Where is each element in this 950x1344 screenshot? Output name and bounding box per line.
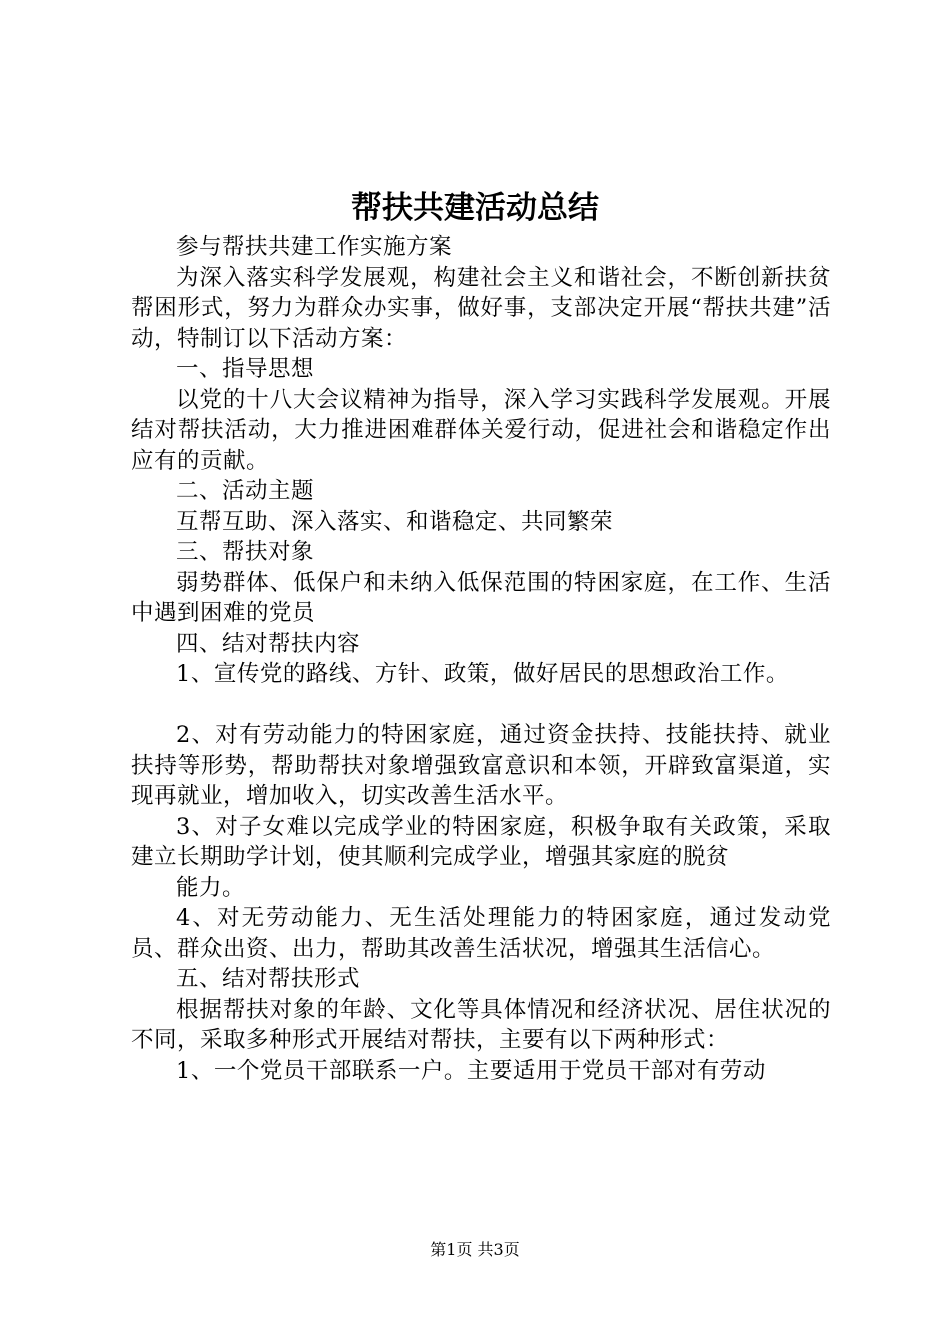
section-heading-assistance-forms: 五、结对帮扶形式 <box>176 966 361 992</box>
list-item-content-2: 2、对有劳动能力的特困家庭，通过资金扶持、技能扶持、就业扶持等形势，帮助帮扶对象增强致富意识和本领，开辟致富渠道，实现再就业，增加收入，切实改善生活水平。 <box>131 722 831 809</box>
document-title: 帮扶共建活动总结 <box>351 190 599 226</box>
section-heading-assistance-targets: 三、帮扶对象 <box>176 539 315 565</box>
paragraph-intro: 为深入落实科学发展观，构建社会主义和谐社会，不断创新扶贫帮困形式，努力为群众办实事，做好事，支部决定开展“帮扶共建”活动，特制订以下活动方案： <box>131 264 831 352</box>
list-item-content-3: 3、对子女难以完成学业的特困家庭，积极争取有关政策，采取建立长期助学计划，使其顺利完成学业，增强其家庭的脱贫 <box>131 813 831 870</box>
paragraph-assistance-targets: 弱势群体、低保户和未纳入低保范围的特困家庭，在工作、生活中遇到困难的党员 <box>131 569 831 626</box>
document-body <box>131 232 831 1086</box>
paragraph-assistance-forms: 根据帮扶对象的年龄、文化等具体情况和经济状况、居住状况的不同，采取多种形式开展结对帮扶，主要有以下两种形式： <box>131 996 831 1053</box>
paragraph-plan-heading: 参与帮扶共建工作实施方案 <box>176 234 453 260</box>
section-heading-activity-theme: 二、活动主题 <box>176 478 315 504</box>
paragraph-activity-theme: 互帮互助、深入落实、和谐稳定、共同繁荣 <box>176 508 614 535</box>
section-heading-guiding-ideology: 一、指导思想 <box>176 356 315 382</box>
list-item-content-3-continued: 能力。 <box>176 874 246 901</box>
section-heading-assistance-content: 四、结对帮扶内容 <box>176 630 361 657</box>
list-item-form-1: 1、一个党员干部联系一户。主要适用于党员干部对有劳动 <box>176 1057 766 1084</box>
page-number-footer: 第1页 共3页 <box>430 1240 520 1259</box>
list-item-content-1: 1、宣传党的路线、方针、政策，做好居民的思想政治工作。 <box>176 661 789 687</box>
paragraph-guiding-ideology: 以党的十八大会议精神为指导，深入学习实践科学发展观。开展结对帮扶活动，大力推进困难群体关爱行动，促进社会和谐稳定作出应有的贡献。 <box>131 386 831 474</box>
list-item-content-4: 4、对无劳动能力、无生活处理能力的特困家庭，通过发动党员、群众出资、出力，帮助其改善生活状况，增强其生活信心。 <box>131 905 831 962</box>
